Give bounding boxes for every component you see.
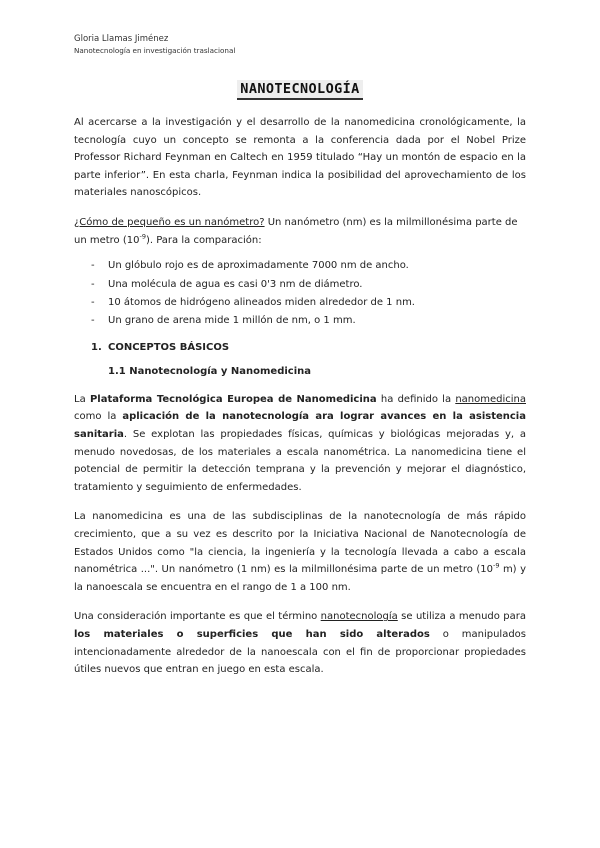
paragraph-gap [74,496,526,508]
list-item [91,312,526,330]
list-dash: - [91,296,95,308]
page-title: NANOTECNOLOGÍA [237,80,362,100]
document-body [74,114,526,679]
text-run: como la [74,411,123,423]
text-run: o manipulados intencionadamente alrededor de la nanoescala con el fin de proporcionar propiedades útiles nuevos que entran en juego en esta escala. [74,628,526,676]
intro-paragraph: Al acercarse a la investigación y el desarrollo de la nanomedicina cronológicamente, la tecnología cuyo un concepto se remonta a la conferencia dada por el Nobel Prize Professor Richard Feynman en Caltech en 1959 titulado “Hay un montón de espacio en la parte inferior”. En esta charla, Feynman indica la posibilidad del aprovechamiento de los materiales nanoscópicos. [74,117,526,199]
section-number: 1. [91,341,102,353]
list-item [91,294,526,312]
nanometer-exponent: -9 [139,232,146,241]
underlined-term: nanomedicina [455,393,526,405]
bold-run: aplicación de la nanotecnología ara lograr avances en la asistencia sanitaria [74,411,526,440]
nanometer-text-b: ). Para la comparación: [145,234,262,246]
text-run: La [74,393,90,405]
list-dash: - [91,278,95,290]
document-subtitle: Nanotecnología en investigación traslacional [74,46,236,56]
text-run: ha definido la [376,393,456,405]
list-dash: - [91,260,95,272]
section-heading [74,339,526,357]
bold-run: Plataforma Tecnológica Europea de Nanomedicina [89,393,377,405]
list-item-text: Un glóbulo rojo es de aproximadamente 7000 nm de ancho. [108,260,409,272]
text-run: m) y la nanoescala se encuentra en el rango de 1 a 100 nm. [74,564,526,593]
text-run: . Se explotan las propiedades físicas, químicas y biológicas mejoradas y, a menudo novedosas, de los materiales a escala nanométrica. La nanomedicina tiene el potencial de permitir la detección temprana y la prevención y mejorar el diagnóstico, tratamiento y seguimiento de enfermedades. [74,428,526,493]
list-item-text: 10 átomos de hidrógeno alineados miden alrededor de 1 nm. [108,296,415,308]
list-item [91,257,526,275]
paragraph-subdiscipline [74,508,526,596]
list-dash: - [91,315,95,327]
text-run: se utiliza a menudo para [397,611,526,623]
page-header [74,34,235,56]
nanometer-question: ¿Cómo de pequeño es un nanómetro? [74,216,265,228]
paragraph-consideration [74,608,526,678]
author-name: Gloria Llamas Jiménez [74,34,169,44]
bold-run: los materiales o superficies que han sido alterados [74,628,430,640]
paragraph-platform [74,391,526,497]
list-item-text: Un grano de arena mide 1 millón de nm, o 1 mm. [108,315,356,327]
nanometer-text-a: Un nanómetro (nm) es la milmillonésima parte de un metro (10 [74,216,518,246]
section-title: CONCEPTOS BÁSICOS [108,341,230,353]
comparison-list [74,257,526,331]
nanometer-paragraph [74,214,526,249]
title-wrapper [0,78,600,100]
paragraph-gap [74,596,526,608]
text-run: La nanomedicina es una de las subdisciplinas de la nanotecnología de más rápido crecimiento, que a su vez es descrito por la Iniciativa Nacional de Nanotecnología de Estados Unidos como "la ciencia, la ingeniería y la tecnología llevada a cabo a escala nanométrica ...". Un nanómetro (1 nm) es la milmillonésima parte de un metro (10 [74,511,526,576]
text-run: Una consideración importante es que el término [74,611,321,623]
subsection-heading: 1.1 Nanotecnología y Nanomedicina [108,365,312,377]
list-item-text: Una molécula de agua es casi 0'3 nm de diámetro. [108,278,363,290]
list-item [91,276,526,294]
underlined-term: nanotecnología [320,611,398,623]
exponent: -9 [492,561,500,570]
